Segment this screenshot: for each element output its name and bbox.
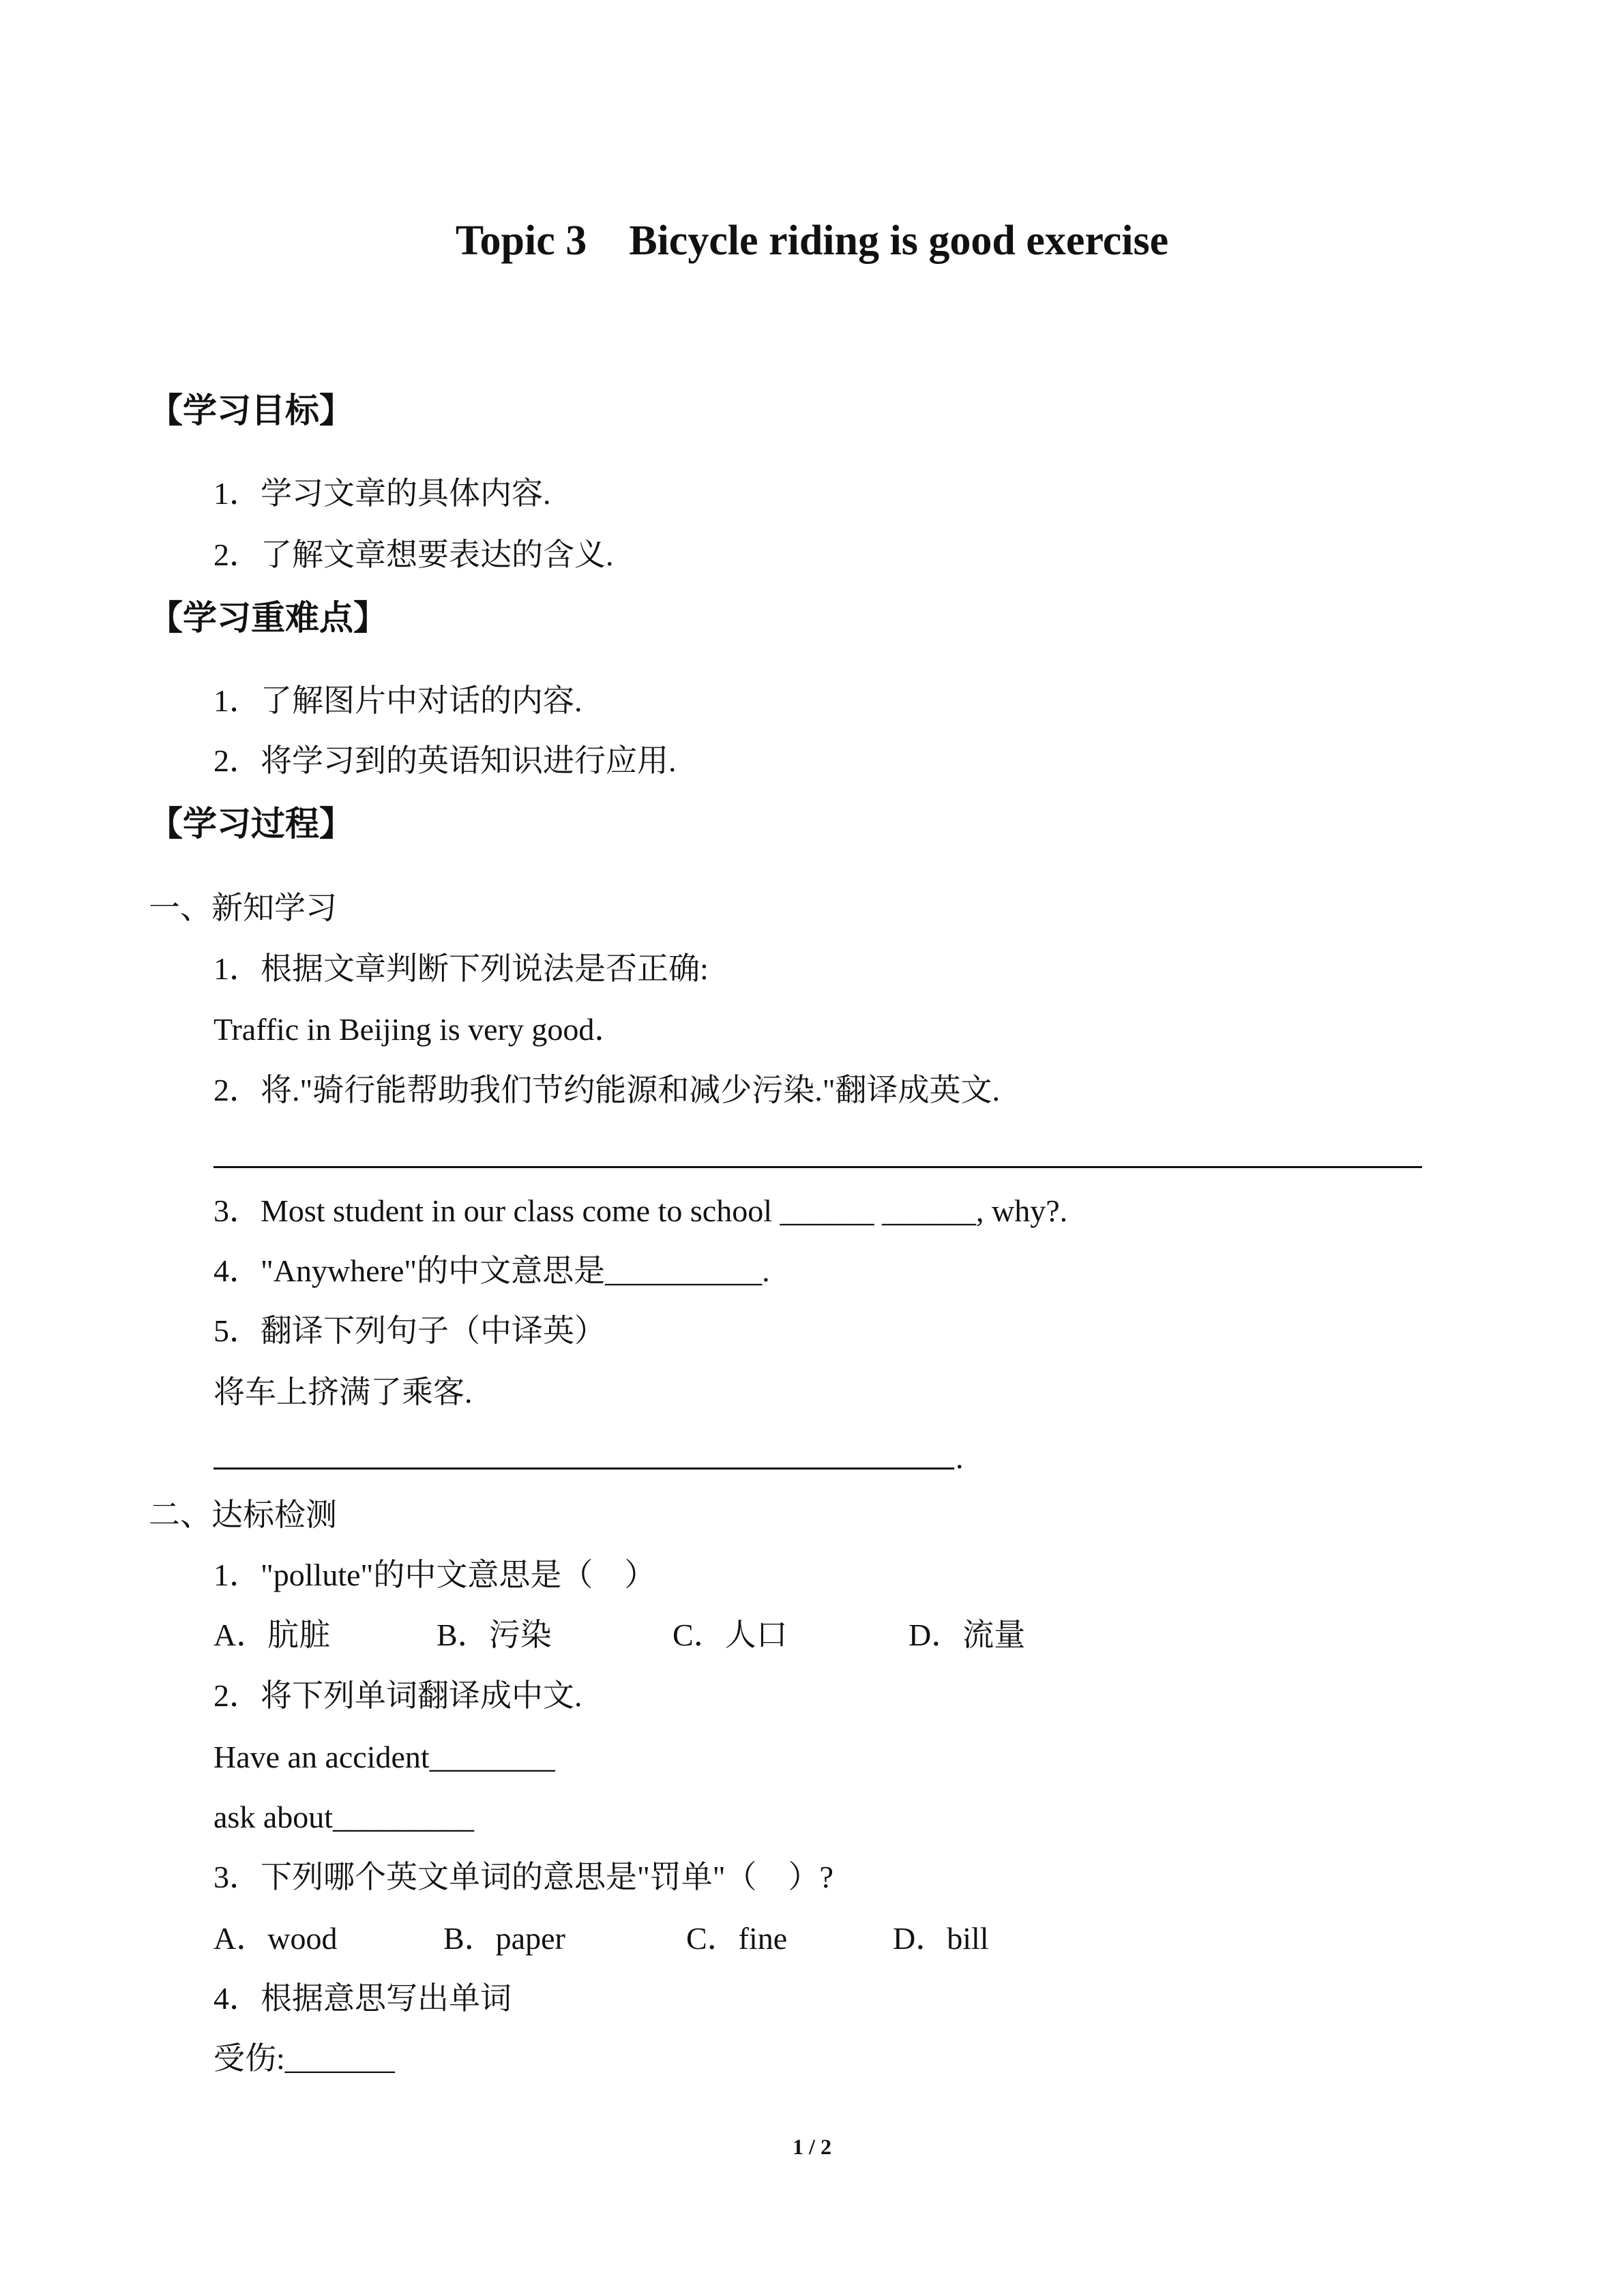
page-number: 1 / 2 [793,2134,831,2159]
heading-key-points: 【学习重难点】 [149,598,387,638]
answer-line-period: . [956,1440,964,1475]
part1-question-2: 2．将."骑行能帮助我们节约能源和减少污染."翻译成英文. [213,1073,1001,1107]
part1-question-1: 1．根据文章判断下列说法是否正确: [213,951,709,986]
part2-question-4: 4．根据意思写出单词 [213,1981,512,2016]
part1-heading: 一、新知学习 [149,891,337,925]
option-d: D．流量 [909,1617,1026,1652]
part2-heading: 二、达标检测 [149,1497,337,1532]
answer-line [213,1467,954,1470]
part2-question-2: 2．将下列单词翻译成中文. [213,1678,582,1713]
part1-question-1-text: Traffic in Beijing is very good． [213,1012,626,1047]
part1-question-5-text: 将车上挤满了乘客. [213,1375,473,1410]
key-point-item-2: 2．将学习到的英语知识进行应用. [213,743,677,778]
objective-item-1: 1．学习文章的具体内容. [213,476,551,511]
heading-objectives: 【学习目标】 [149,391,353,430]
part2-question-3: 3．下列哪个英文单词的意思是"罚单"（ ）? [213,1860,833,1894]
objective-item-2: 2．了解文章想要表达的含义. [213,537,614,572]
option-a: A．wood [213,1921,338,1956]
answer-line [213,1166,1422,1168]
key-point-item-1: 1．了解图片中对话的内容. [213,683,582,718]
option-c: C．人口 [673,1617,788,1652]
option-a: A．肮脏 [213,1617,331,1652]
option-d: D．bill [893,1921,989,1956]
part2-question-2-b: ask about_________ [213,1800,475,1834]
part2-question-4-a: 受伤:_______ [213,2041,395,2076]
part1-question-3: 3．Most student in our class come to school ______ ______, why?. [213,1193,1068,1228]
option-b: B．paper [443,1921,565,1956]
page-title: Topic 3 Bicycle riding is good exercise [455,218,1169,264]
part1-question-4: 4．"Anywhere"的中文意思是__________. [213,1253,770,1288]
heading-process: 【学习过程】 [149,804,353,844]
part2-question-2-a: Have an accident________ [213,1740,555,1774]
part1-question-5: 5．翻译下列句子（中译英） [213,1313,606,1348]
option-b: B．污染 [437,1617,552,1652]
part2-question-1: 1．"pollute"的中文意思是（ ） [213,1557,656,1592]
option-c: C．fine [686,1921,788,1956]
